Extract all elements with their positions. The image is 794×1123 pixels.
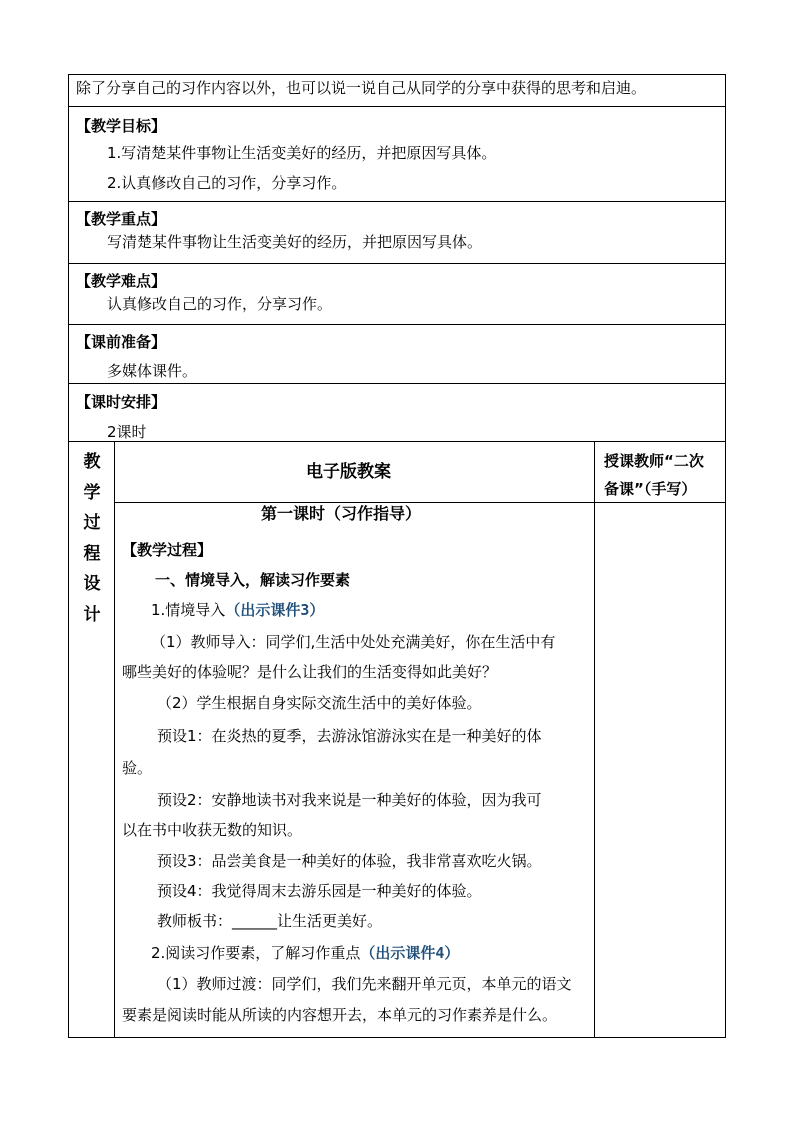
- row-divider: [68, 441, 726, 442]
- paragraph-line: （1）教师导入：同学们,生活中处处充满美好，你在生活中有: [151, 633, 556, 651]
- row-divider: [68, 263, 726, 264]
- electronic-lesson-plan-header: 电子版教案: [306, 462, 391, 482]
- goals-heading: 【教学目标】: [76, 117, 167, 135]
- teacher-notes-header-line1: 授课教师“二次: [604, 452, 704, 470]
- row-divider: [68, 383, 726, 384]
- slide-reference: （出示课件3）: [225, 601, 325, 619]
- teacher-notes-header-line2: 备课”（手写）: [604, 480, 697, 498]
- slide-reference: （出示课件4）: [360, 944, 460, 962]
- preset-line: 预设1：在炎热的夏季，去游泳馆游泳实在是一种美好的体: [157, 727, 542, 745]
- paragraph-line: 要素是阅读时能从所读的内容想开去，本单元的习作素养是什么。: [122, 1006, 558, 1024]
- preparation-heading: 【课前准备】: [76, 333, 167, 351]
- schedule-heading: 【课时安排】: [76, 393, 167, 411]
- preset-line: 以在书中收获无数的知识。: [122, 821, 303, 839]
- lesson-title: 第一课时（习作指导）: [261, 504, 422, 523]
- preset-line: 预设4：我觉得周末去游乐园是一种美好的体验。: [157, 882, 482, 900]
- goal-item: 1.写清楚某件事物让生活变美好的经历，并把原因写具体。: [107, 144, 497, 162]
- item-heading: 2.阅读习作要素，了解习作重点（出示课件4）: [151, 944, 460, 962]
- intro-line: 除了分享自己的习作内容以外，也可以说一说自己从同学的分享中获得的思考和启迪。: [76, 79, 647, 97]
- preset-line: 验。: [122, 759, 153, 777]
- row-divider: [68, 106, 726, 107]
- paragraph-line: （1）教师过渡：同学们，我们先来翻开单元页，本单元的语文: [157, 975, 572, 993]
- process-design-label: 教 学 过 程 设 计: [83, 452, 101, 625]
- difficulties-text: 认真修改自己的习作，分享习作。: [107, 295, 333, 313]
- item-heading: 1.情境导入（出示课件3）: [151, 601, 325, 619]
- row-divider: [68, 324, 726, 325]
- preparation-text: 多媒体课件。: [107, 362, 198, 380]
- process-heading: 【教学过程】: [122, 541, 213, 559]
- key-points-heading: 【教学重点】: [76, 210, 167, 228]
- header-divider: [114, 502, 726, 503]
- paragraph-line: （2）学生根据自身实际交流生活中的美好体验。: [157, 694, 482, 712]
- board-writing-line: 教师板书：______让生活更美好。: [157, 912, 383, 930]
- column-divider: [594, 441, 595, 1038]
- section-heading: 一、情境导入，解读习作要素: [155, 571, 351, 589]
- goal-item: 2.认真修改自己的习作，分享习作。: [107, 174, 347, 192]
- schedule-text: 2课时: [107, 423, 147, 441]
- preset-line: 预设3：品尝美食是一种美好的体验，我非常喜欢吃火锅。: [157, 852, 542, 870]
- preset-line: 预设2：安静地读书对我来说是一种美好的体验，因为我可: [157, 791, 542, 809]
- column-divider: [114, 441, 115, 1038]
- paragraph-line: 哪些美好的体验呢？是什么让我们的生活变得如此美好？: [122, 663, 498, 681]
- row-divider: [68, 201, 726, 202]
- difficulties-heading: 【教学难点】: [76, 272, 167, 290]
- key-points-text: 写清楚某件事物让生活变美好的经历，并把原因写具体。: [107, 233, 483, 251]
